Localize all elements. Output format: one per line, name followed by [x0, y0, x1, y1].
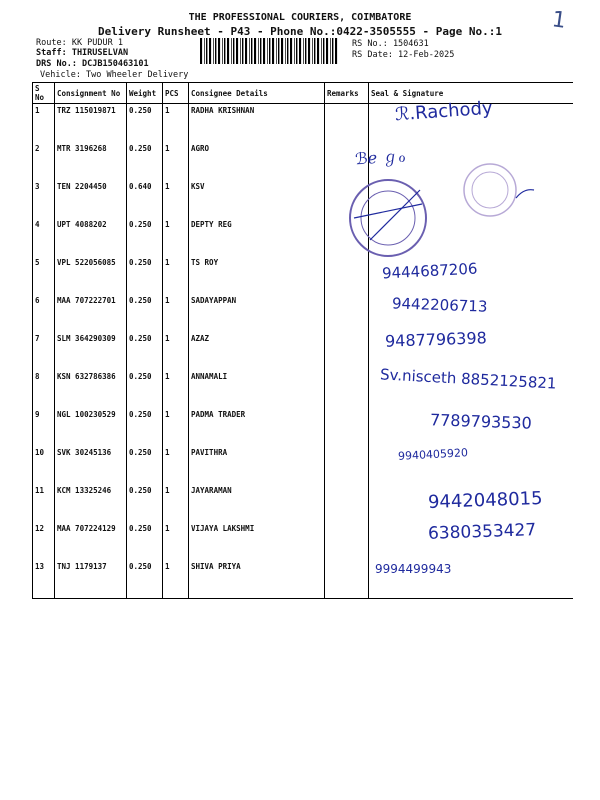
- official-seals: [340, 160, 540, 270]
- barcode-bar: [254, 38, 256, 64]
- barcode-bar: [215, 38, 216, 64]
- table-row: [33, 332, 573, 370]
- cell-remarks: [325, 560, 369, 599]
- cell-consignee: PADMA TRADER: [189, 408, 325, 446]
- cell-sno: 8: [33, 370, 55, 408]
- barcode-bar: [272, 38, 274, 64]
- cell-pcs: 1: [163, 294, 189, 332]
- phone-row6: 9442206713: [391, 294, 488, 316]
- barcode-bar: [233, 38, 234, 64]
- barcode-bar: [242, 38, 243, 64]
- table-row: [33, 294, 573, 332]
- col-remarks: Remarks: [325, 83, 369, 104]
- barcode-bar: [281, 38, 283, 64]
- cell-weight: 0.250: [127, 484, 163, 522]
- cell-weight: 0.250: [127, 294, 163, 332]
- cell-weight: 0.250: [127, 218, 163, 256]
- barcode-bar: [303, 38, 304, 64]
- barcode-bar: [285, 38, 286, 64]
- barcode-bar: [200, 38, 202, 64]
- cell-consignment: UPT 4088202: [55, 218, 127, 256]
- barcode-bar: [231, 38, 232, 64]
- cell-consignee: KSV: [189, 180, 325, 218]
- rs-date: RS Date: 12-Feb-2025: [352, 50, 455, 60]
- staff-label: Staff: THIRUSELVAN: [36, 48, 129, 58]
- cell-pcs: 1: [163, 142, 189, 180]
- cell-consignee: AGRO: [189, 142, 325, 180]
- cell-remarks: [325, 332, 369, 370]
- cell-consignment: SLM 364290309: [55, 332, 127, 370]
- col-pcs: PCS: [163, 83, 189, 104]
- barcode-bar: [312, 38, 313, 64]
- cell-weight: 0.250: [127, 142, 163, 180]
- barcode-bar: [323, 38, 324, 64]
- barcode: [200, 38, 340, 64]
- cell-remarks: [325, 408, 369, 446]
- phone-row9: 7789793530: [429, 410, 533, 433]
- barcode-bar: [335, 38, 337, 64]
- cell-consignment: TEN 2204450: [55, 180, 127, 218]
- cell-sno: 3: [33, 180, 55, 218]
- barcode-bar: [278, 38, 279, 64]
- cell-consignee: JAYARAMAN: [189, 484, 325, 522]
- cell-consignee: DEPTY REG: [189, 218, 325, 256]
- cell-sno: 4: [33, 218, 55, 256]
- cell-consignee: SHIVA PRIYA: [189, 560, 325, 599]
- cell-weight: 0.250: [127, 560, 163, 599]
- cell-weight: 0.640: [127, 180, 163, 218]
- company-title: THE PROFESSIONAL COURIERS, COIMBATORE: [188, 12, 412, 23]
- cell-remarks: [325, 370, 369, 408]
- barcode-bar: [260, 38, 261, 64]
- cell-pcs: 1: [163, 256, 189, 294]
- cell-consignment: TNJ 1179137: [55, 560, 127, 599]
- col-consignee: Consignee Details: [189, 83, 325, 104]
- barcode-bar: [269, 38, 270, 64]
- cell-consignment: VPL 522056085: [55, 256, 127, 294]
- cell-sno: 12: [33, 522, 55, 560]
- cell-consignment: MAA 707224129: [55, 522, 127, 560]
- cell-consignee: AZAZ: [189, 332, 325, 370]
- barcode-bar: [204, 38, 205, 64]
- barcode-bar: [305, 38, 306, 64]
- cell-weight: 0.250: [127, 408, 163, 446]
- drs-label: DRS No.: DCJB150463101: [36, 59, 149, 69]
- cell-consignment: MTR 3196268: [55, 142, 127, 180]
- barcode-bar: [326, 38, 328, 64]
- cell-pcs: 1: [163, 332, 189, 370]
- phone-row7: 9487796398: [384, 328, 488, 351]
- barcode-bar: [222, 38, 223, 64]
- cell-pcs: 1: [163, 370, 189, 408]
- cell-weight: 0.250: [127, 446, 163, 484]
- cell-sno: 10: [33, 446, 55, 484]
- barcode-bar: [249, 38, 250, 64]
- cell-sno: 13: [33, 560, 55, 599]
- cell-remarks: [325, 446, 369, 484]
- barcode-bar: [227, 38, 229, 64]
- barcode-bar: [245, 38, 247, 64]
- cell-weight: 0.250: [127, 370, 163, 408]
- barcode-bar: [224, 38, 225, 64]
- cell-consignment: KSN 632786386: [55, 370, 127, 408]
- barcode-bar: [251, 38, 252, 64]
- cell-pcs: 1: [163, 180, 189, 218]
- cell-sno: 6: [33, 294, 55, 332]
- cell-sno: 11: [33, 484, 55, 522]
- cell-sno: 5: [33, 256, 55, 294]
- route-label: Route: KK PUDUR 1: [36, 38, 123, 48]
- barcode-bar: [263, 38, 265, 64]
- cell-sno: 9: [33, 408, 55, 446]
- barcode-bar: [296, 38, 297, 64]
- cell-remarks: [325, 104, 369, 143]
- cell-consignee: PAVITHRA: [189, 446, 325, 484]
- cell-pcs: 1: [163, 560, 189, 599]
- cell-remarks: [325, 294, 369, 332]
- barcode-bar: [206, 38, 207, 64]
- cell-pcs: 1: [163, 484, 189, 522]
- barcode-bar: [321, 38, 322, 64]
- cell-consignment: KCM 13325246: [55, 484, 127, 522]
- cell-consignee: VIJAYA LAKSHMI: [189, 522, 325, 560]
- vehicle-label: Vehicle: Two Wheeler Delivery: [40, 70, 189, 80]
- table-row: [33, 446, 573, 484]
- cell-consignee: SADAYAPPAN: [189, 294, 325, 332]
- cell-sno: 7: [33, 332, 55, 370]
- barcode-bar: [290, 38, 292, 64]
- cell-consignee: TS ROY: [189, 256, 325, 294]
- barcode-bar: [317, 38, 319, 64]
- signature-row2: ℬℯ ℊℴ: [354, 146, 407, 169]
- cell-remarks: [325, 484, 369, 522]
- col-consignment: Consignment No: [55, 83, 127, 104]
- cell-weight: 0.250: [127, 332, 163, 370]
- barcode-bar: [258, 38, 259, 64]
- col-sno: S No: [33, 83, 55, 104]
- cell-consignment: NGL 100230529: [55, 408, 127, 446]
- barcode-bar: [236, 38, 238, 64]
- barcode-bar: [240, 38, 241, 64]
- barcode-bar: [308, 38, 310, 64]
- barcode-bar: [276, 38, 277, 64]
- barcode-bar: [218, 38, 220, 64]
- barcode-bar: [332, 38, 333, 64]
- barcode-bar: [213, 38, 214, 64]
- cell-sno: 2: [33, 142, 55, 180]
- phone-row11: 9442048015: [427, 488, 543, 513]
- barcode-bar: [209, 38, 211, 64]
- cell-pcs: 1: [163, 408, 189, 446]
- phone-row5: 9444687206: [381, 259, 478, 283]
- barcode-bar: [299, 38, 301, 64]
- runsheet-title: Delivery Runsheet - P43 - Phone No.:0422-3505555 - Page No.:1: [98, 25, 502, 38]
- phone-row8: Sv.nisceth 8852125821: [379, 365, 557, 393]
- cell-pcs: 1: [163, 218, 189, 256]
- cell-pcs: 1: [163, 522, 189, 560]
- rs-number: RS No.: 1504631: [352, 39, 429, 49]
- cell-consignment: SVK 30245136: [55, 446, 127, 484]
- col-weight: Weight: [127, 83, 163, 104]
- cell-weight: 0.250: [127, 104, 163, 143]
- col-signature: Seal & Signature: [369, 83, 573, 104]
- cell-consignment: MAA 707222701: [55, 294, 127, 332]
- cell-consignee: RADHA KRISHNAN: [189, 104, 325, 143]
- cell-weight: 0.250: [127, 256, 163, 294]
- cell-pcs: 1: [163, 104, 189, 143]
- table-row: [33, 560, 573, 599]
- cell-weight: 0.250: [127, 522, 163, 560]
- cell-consignment: TRZ 115019871: [55, 104, 127, 143]
- page-mark: 1: [550, 7, 568, 34]
- phone-row12: 6380353427: [427, 520, 537, 544]
- barcode-bar: [267, 38, 268, 64]
- cell-consignee: ANNAMALI: [189, 370, 325, 408]
- cell-sno: 1: [33, 104, 55, 143]
- barcode-bar: [294, 38, 295, 64]
- barcode-bar: [287, 38, 288, 64]
- phone-row13: 9994499943: [375, 562, 452, 576]
- barcode-bar: [314, 38, 315, 64]
- cell-remarks: [325, 522, 369, 560]
- phone-row10: 9940405920: [397, 446, 469, 463]
- cell-pcs: 1: [163, 446, 189, 484]
- barcode-bar: [330, 38, 331, 64]
- signature-row1: ℛ.Rachody: [394, 97, 494, 126]
